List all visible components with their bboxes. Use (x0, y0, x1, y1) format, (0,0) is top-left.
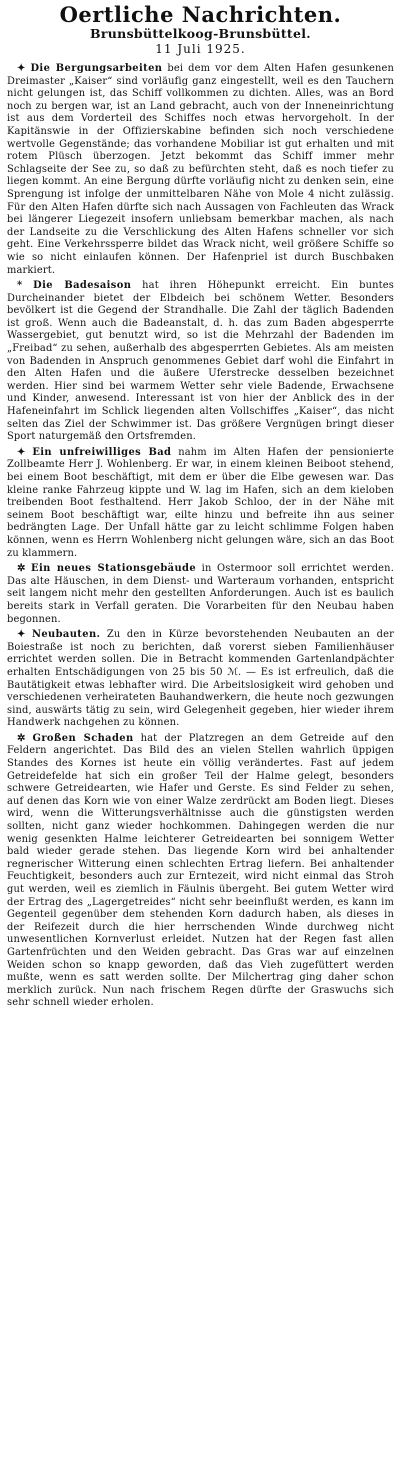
article-body: hat ihren Höhepunkt erreicht. Ein buntes Durcheinander bietet der Elbdeich bei schönem Wetter. Besonders bevölkert ist die Gegend der Strandhalle. Die Zahl der täglich Badenden ist groß. Wenn auch die Badeanstalt, d. h. das zum Baden abgesperrte Wassergebiet, gut benutzt wird, so ist die Mehrzahl der Badenden im „Freibad“ zu sehen, außerhalb des abgesperrten Gebietes. Als am meisten von Badenden in Anspruch genommenes Gebiet darf wohl die Einfahrt in den Alten Hafen und die äußere Uferstrecke desselben bezeichnet werden. Hier sind bei warmem Wetter sehr viele Badende, Erwachsene und Kinder, anwesend. Interessant ist von hier der Anblick des in der Hafeneinfahrt im Schlick liegenden alten Vollschiffes „Kaiser“, das nicht selten das Ziel der Schwimmer ist. Das größere Vergnügen bringt dieser Sport naturgemäß den Ortsfremden. (7, 280, 394, 443)
article-marker: ✦ (17, 629, 26, 641)
article-involuntary-bath (7, 447, 394, 560)
article-bathing-season (7, 280, 394, 444)
article-marker: ✦ (17, 446, 26, 458)
article-body: nahm im Alten Hafen der pensionierte Zollbeamte Herr J. Wohlenberg. Er war, in einem kleinen Beiboot stehend, bei einem Boot beschäftigt, mit dem er über die Elbe gewesen war. Das kleine ranke Fahrzeug kippte und W. lag im Hafen, sich an dem kieloben treibenden Boot festhaltend. Herr Jakob Schloo, der in der Nähe mit seinem Boot beschäftigt war, eilte hinzu und befreite ihn aus seiner bedrängten Lage. Der Unfall hätte gar zu leicht schlimme Folgen haben können, wenn es Herrn Wohlenberg nicht gelungen wäre, sich an das Boot zu klammern. (7, 446, 395, 559)
article-marker: ✲ (17, 563, 26, 575)
article-crop-damage (7, 733, 394, 1010)
article-body: bei dem vor dem Alten Hafen gesunkenen Dreimaster „Kaiser“ sind vorläufig ganz eingestellt, weil es den Tauchern nicht gelungen ist, das Schiff vollkommen zu dichten. Alles, was an Bord noch zu bergen war, ist an Land gebracht, auch von der Inneneinrichtung ist aus dem Vorderteil des Schiffes noch etwas hervorgeholt. In der Kapitänswie in der Offizierskabine befinden sich noch verschiedene wertvolle Gegenstände; das vorhandene Mobiliar ist gut erhalten und mit rotem Plüsch überzogen. Jetzt bekommt das Schiff immer mehr Schlagseite der See zu, so daß zu befürchten steht, daß es noch tiefer zu liegen kommt. An eine Bergung dürfte vorläufig nicht zu denken sein, eine Sprengung ist infolge der unmittelbaren Nähe von Mole 4 nicht zulässig. Für den Alten Hafen dürfte sich nach Aussagen von Fachleuten das Wrack bei längerer Liegezeit insofern unliebsam bemerkbar machen, als nach der Landseite zu die Verschlickung des Alten Hafens schneller vor sich geht. Eine Verkehrssperre bildet das Wrack nicht, weil größere Schiffe so wie so nicht einlaufen können. Der Hafenpriel ist durch Buschbaken markiert. (7, 63, 394, 276)
dateline: 11 Juli 1925. (155, 42, 246, 56)
article-station-building (7, 563, 394, 626)
article-body: hat der Platzregen an dem Getreide auf den Feldern angerichtet. Das Bild des an vielen Stellen wahrlich üppigen Standes des Kornes ist heute ein völlig verändertes. Fast auf jedem Getreidefelde hat sich ein großer Teil der Halme gelegt, besonders schwere Getreidearten, wie Hafer und Gerste. Es sind Felder zu sehen, auf denen das Korn wie von einer Walze zerdrückt am Boden liegt. Dieses wird, wenn die Witterungsverhältnisse auch die günstigsten werden sollten, nicht ganz wieder hochkommen. Dahingegen werden die nur wenig gesenkten Halme leichterer Getreidearten bei sonnigem Wetter bald wieder gerade stehen. Das liegende Korn wird bei anhaltender regnerischer Witterung einen schlechten Ertrag liefern. Bei anhaltender Feuchtigkeit, besonders auch zur Erntezeit, wird nicht einmal das Stroh gut werden, weil es ziemlich in Fäulnis übergeht. Bei gutem Wetter wird der Ertrag des „Lagergetreides“ nicht sehr beeinflußt werden, es kann im Gegenteil gegenüber dem stehenden Korn dadurch haben, als dieses in der Reifezeit durch die hier herrschenden Winde durchweg nicht unwesentlichen Kornverlust erleidet. Nutzen hat der Regen fast allen Gartenfrüchten und den Weiden gebracht. Das Gras war auf einzelnen Weiden schon so knapp geworden, daß das Vieh zugefüttert werden mußte, wenn es satt werden sollte. Der Milchertrag ging daher schon merklich zurück. Nun nach frischem Regen dürfte der Graswuchs sich sehr schnell wieder erholen. (7, 732, 394, 1009)
masthead (7, 4, 394, 57)
article-lead: Neubauten. (31, 629, 101, 641)
article-salvage (7, 63, 394, 277)
section-title: Oertliche Nachrichten. (59, 2, 342, 27)
article-lead: Die Badesaison (33, 280, 132, 292)
article-marker: ✲ (17, 732, 26, 744)
article-body: in Ostermoor soll errichtet werden. Das alte Häuschen, in dem Dienst- und Warteraum vorhanden, entspricht seit langem nicht mehr den gestellten Anforderungen. Auch ist es baulich bereits stark in Verfall geraten. Die Vorarbeiten für den Neubau haben begonnen. (7, 563, 394, 625)
article-lead: Großen Schaden (32, 732, 134, 744)
article-body: Zu den in Kürze bevorstehenden Neubauten an der Boiestraße ist noch zu berichten, daß vorerst sieben Familienhäuser errichtet werden sollen. Die in Betracht kommenden Gartenlandpächter erhalten Entschädigungen von 25 bis 50 ℳ. — Es ist erfreulich, daß die Bautätigkeit etwas lebhafter wird. Die Arbeitslosigkeit wird gehoben und verschiedenen verheirateten Bauhandwerkern, die heute noch gezwungen sind, auswärts tätig zu sein, wird Gelegenheit gegeben, hier wieder ihrem Handwerk nachgehen zu können. (7, 629, 394, 729)
article-new-buildings (7, 629, 394, 730)
article-lead: Die Bergungsarbeiten (30, 63, 163, 74)
article-lead: Ein neues Stationsgebäude (31, 563, 197, 575)
article-list (7, 63, 394, 1010)
article-marker: * (17, 280, 23, 292)
article-marker: ✦ (17, 63, 26, 74)
locality-subtitle: Brunsbüttelkoog-Brunsbüttel. (90, 26, 311, 41)
article-lead: Ein unfreiwilliges Bad (32, 446, 172, 458)
